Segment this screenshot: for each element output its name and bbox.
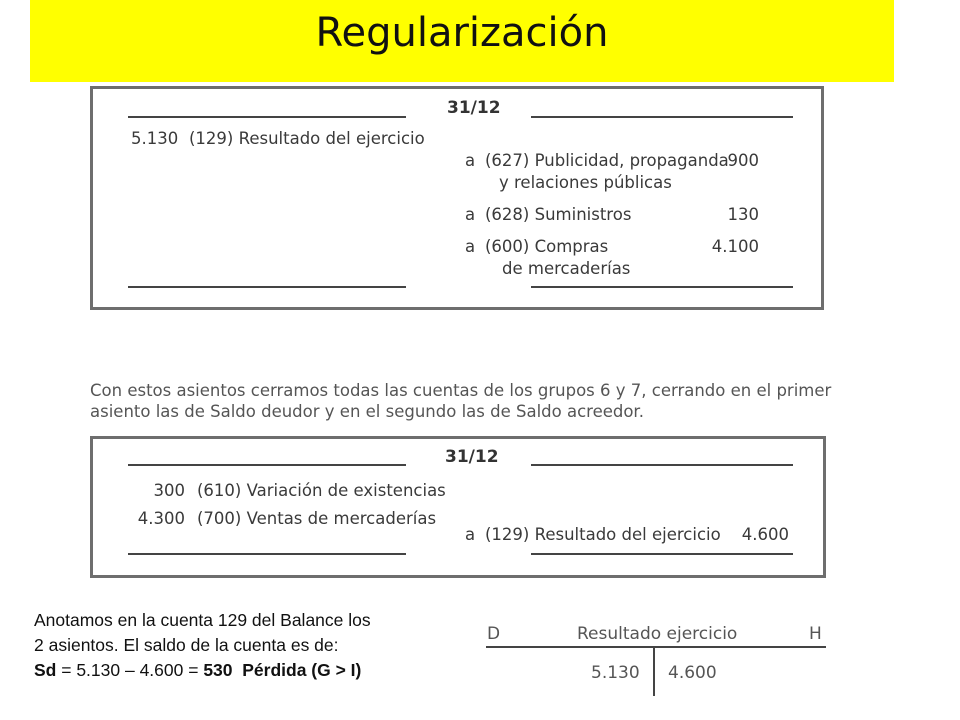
sd-formula: = 5.130 – 4.600 = (56, 660, 204, 680)
entry-2-credit-prefix: a (465, 525, 476, 544)
entry-1-date: 31/12 (447, 98, 501, 118)
t-account-debit-label: D (487, 624, 501, 644)
t-account-horizontal-rule (486, 646, 826, 648)
entry-1-credit-account-cont: de mercaderías (502, 259, 631, 278)
entry-2-left-bottom-rule (128, 553, 406, 555)
journal-entry-2 (90, 436, 826, 578)
explanation-line-1: Anotamos en la cuenta 129 del Balance los (34, 610, 371, 630)
title-bar (30, 0, 894, 82)
entry-1-credit-amount: 900 (727, 151, 759, 170)
entry-2-right-top-rule (531, 464, 793, 466)
explanation-line-2: 2 asientos. El saldo de la cuenta es de: (34, 635, 339, 655)
entry-1-credit-prefix: a (465, 151, 476, 170)
entry-1-debit-account: (129) Resultado del ejercicio (189, 129, 425, 148)
entry-2-right-bottom-rule (531, 553, 793, 555)
entry-1-credit-account: (627) Publicidad, propaganda (485, 151, 729, 170)
entry-2-left-top-rule (128, 464, 406, 466)
entry-1-credit-account: (628) Suministros (485, 205, 632, 224)
balance-formula (34, 658, 464, 683)
entry-2-debit-account: (700) Ventas de mercaderías (197, 509, 437, 528)
entry-2-debit-account: (610) Variación de existencias (197, 481, 446, 500)
entry-1-credit-amount: 4.100 (711, 237, 759, 256)
entry-1-debit-amount: 5.130 (131, 129, 179, 148)
entry-2-date: 31/12 (445, 447, 499, 467)
explanatory-note: Con estos asientos cerramos todas las cuentas de los grupos 6 y 7, cerrando en el primer asiento las de Saldo deudor y en el segundo las de Saldo acreedor. (90, 381, 832, 421)
sd-result: 530 (203, 660, 233, 680)
entry-1-credit-account-cont: y relaciones públicas (499, 173, 672, 192)
sd-outcome: Pérdida (G > I) (242, 660, 362, 680)
entry-1-right-bottom-rule (531, 286, 793, 288)
entry-2-credit-account: (129) Resultado del ejercicio (485, 525, 721, 544)
journal-entry-1 (90, 86, 824, 310)
t-account-debit-value: 5.130 (591, 663, 640, 683)
page-title: Regularización (315, 10, 609, 56)
t-account-credit-value: 4.600 (668, 663, 717, 683)
t-account-credit-label: H (809, 624, 822, 644)
entry-2-credit-amount: 4.600 (741, 525, 789, 544)
entry-1-credit-prefix: a (465, 205, 476, 224)
entry-1-credit-account: (600) Compras (485, 237, 609, 256)
entry-2-debit-amount: 300 (153, 481, 185, 500)
t-account-title: Resultado ejercicio (577, 624, 738, 644)
entry-2-debit-amount: 4.300 (137, 509, 185, 528)
entry-1-right-top-rule (531, 116, 793, 118)
sd-label: Sd (34, 660, 57, 680)
entry-1-left-bottom-rule (128, 286, 406, 288)
entry-1-credit-amount: 130 (727, 205, 759, 224)
balance-explanation (34, 608, 464, 683)
t-account-vertical-rule (653, 646, 655, 696)
entry-1-credit-prefix: a (465, 237, 476, 256)
entry-1-left-top-rule (128, 116, 406, 118)
